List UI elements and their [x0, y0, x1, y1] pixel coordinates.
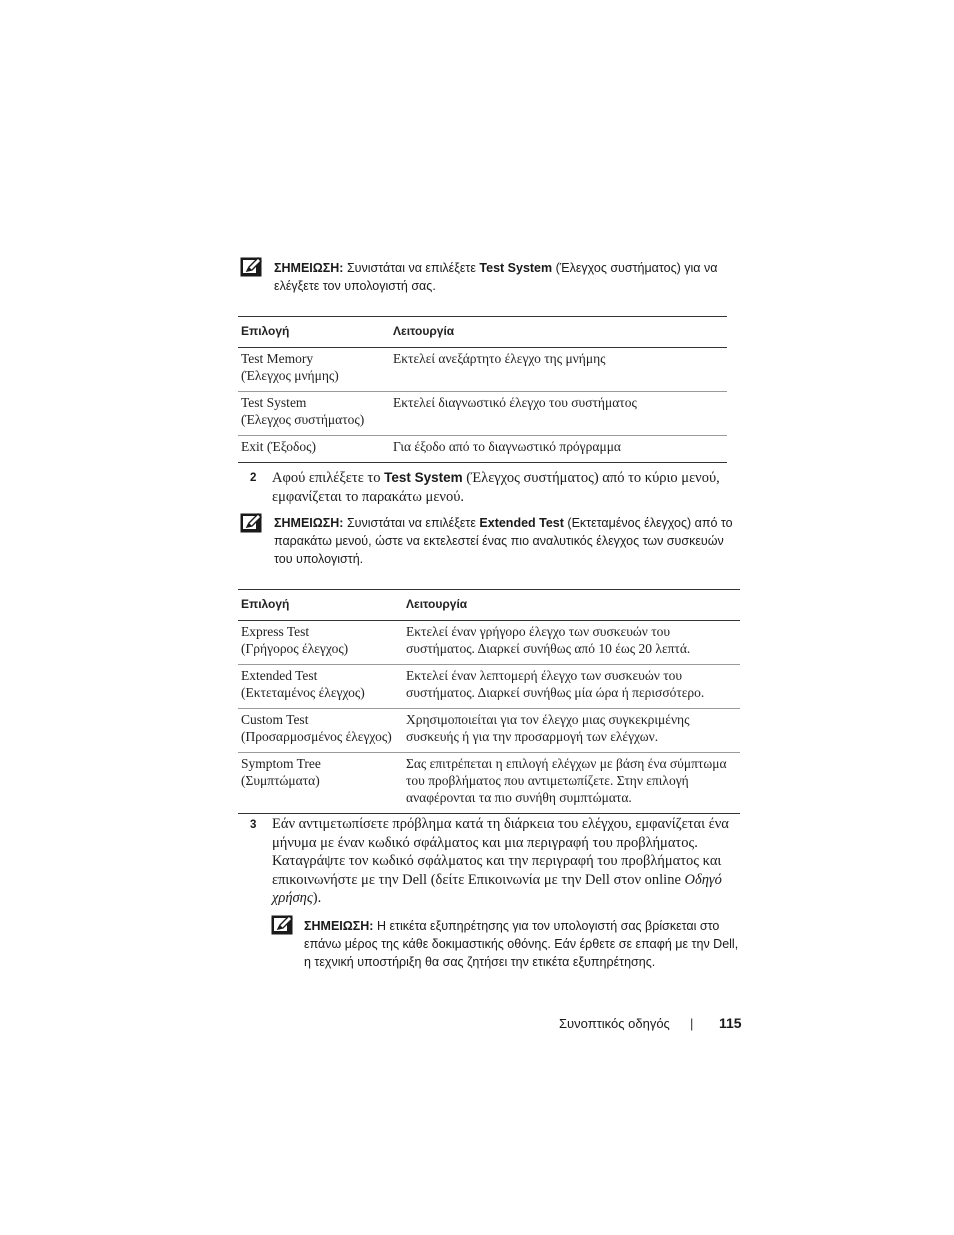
function-cell: Εκτελεί ανεξάρτητο έλεγχο της μνήμης [390, 348, 727, 392]
table-row [238, 709, 740, 753]
option-name: Test System [241, 395, 307, 410]
note-text: Συνιστάται να επιλέξετε [346, 261, 476, 275]
step-text: Αφού επιλέξετε το [272, 470, 381, 486]
note-icon-1 [240, 257, 262, 282]
option-name: Extended Test [241, 668, 318, 683]
table-row [238, 348, 727, 392]
option-cell [238, 348, 390, 392]
option-cell: Exit (Έξοδος) [238, 436, 390, 463]
table-header-row [238, 590, 740, 621]
note-1 [274, 259, 742, 295]
pencil-note-icon [271, 915, 293, 935]
note-strong: Test System [479, 261, 553, 275]
table-row [238, 665, 740, 709]
option-subname: (Εκτεταμένος έλεγχος) [241, 685, 365, 700]
note-3 [304, 917, 742, 971]
option-subname: (Έλεγχος συστήματος) [241, 412, 365, 427]
note-text: Η ετικέτα εξυπηρέτησης για τον υπολογιστή σας βρίσκεται στο επάνω μέρος της κάθε δοκιμαστικής οθόνης. Εάν έρθετε σε επαφή με την Dell, η τεχνική υποστήριξη θα σας ζητήσει την ετικέτα εξυπηρέτησης. [304, 919, 739, 969]
table-row [238, 436, 727, 463]
step-strong: Test System [384, 470, 463, 485]
note-text: (Έλεγχος συστήματος) για να ελέγξετε τον υπολογιστή σας. [274, 261, 718, 293]
options-table-1 [238, 316, 727, 463]
function-cell: Εκτελεί έναν λεπτομερή έλεγχο των συσκευών του συστήματος. Διαρκεί συνήθως μία ώρα ή περισσότερο. [403, 665, 740, 709]
note-strong: Extended Test [479, 516, 564, 530]
note-label: ΣΗΜΕΙΩΣΗ: [304, 919, 374, 933]
option-subname: (Γρήγορος έλεγχος) [241, 641, 349, 656]
option-name: Custom Test [241, 712, 309, 727]
function-cell: Χρησιμοποιείται για τον έλεγχο μιας συγκεκριμένης συσκευής ή για την προσαρμογή των ελέγχων. [403, 709, 740, 753]
header-function: Λειτουργία [403, 590, 740, 621]
option-cell [238, 392, 390, 436]
note-text: (Εκτεταμένος έλεγχος) από το παρακάτω μενού, ώστε να εκτελεστεί ένας πιο αναλυτικός έλεγχος των συσκευών του υπολογιστή. [274, 516, 733, 566]
guide-title: Οδηγό χρήσης [272, 871, 722, 906]
step-number-3: 3 [250, 819, 257, 831]
function-cell: Για έξοδο από το διαγνωστικό πρόγραμμα [390, 436, 727, 463]
option-subname: (Συμπτώματα) [241, 773, 320, 788]
table-row [238, 392, 727, 436]
step-2-text [272, 469, 742, 506]
pencil-note-icon [240, 513, 262, 533]
options-table-2 [238, 589, 740, 814]
option-name: Symptom Tree [241, 756, 321, 771]
footer-separator: | [690, 1016, 694, 1031]
option-cell [238, 709, 403, 753]
page-number: 115 [719, 1015, 742, 1031]
option-name: Test Memory [241, 351, 314, 366]
table-row [238, 621, 740, 665]
table-row [238, 753, 740, 814]
header-option: Επιλογή [238, 317, 390, 348]
option-cell [238, 665, 403, 709]
table-header-row [238, 317, 727, 348]
footer-title: Συνοπτικός οδηγός [559, 1016, 670, 1031]
note-text: Συνιστάται να επιλέξετε [346, 516, 476, 530]
step-text: ). [312, 890, 322, 906]
pencil-note-icon [240, 257, 262, 277]
header-option: Επιλογή [238, 590, 403, 621]
option-subname: (Προσαρμοσμένος έλεγχος) [241, 729, 392, 744]
note-2 [274, 514, 742, 568]
note-label: ΣΗΜΕΙΩΣΗ: [274, 261, 344, 275]
step-text: Εάν αντιμετωπίσετε πρόβλημα κατά τη διάρκεια του ελέγχου, εμφανίζεται ένα μήνυμα με έναν κωδικό σφάλματος και μια περιγραφή του προβλήματος. Καταγράψτε τον κωδικό σφάλματος και την περιγραφή του προβλήματος και επικοινωνήστε με την Dell (δείτε Επικοινωνία με την Dell στον online [272, 816, 729, 888]
option-name: Express Test [241, 624, 310, 639]
step-text: (Έλεγχος συστήματος) από το κύριο μενού, εμφανίζεται το παρακάτω μενού. [272, 470, 720, 505]
header-function: Λειτουργία [390, 317, 727, 348]
option-cell [238, 753, 403, 814]
option-cell [238, 621, 403, 665]
note-label: ΣΗΜΕΙΩΣΗ: [274, 516, 344, 530]
note-icon-2 [240, 513, 262, 538]
option-subname: (Έλεγχος μνήμης) [241, 368, 339, 383]
note-icon-3 [271, 915, 293, 940]
function-cell: Σας επιτρέπεται η επιλογή ελέγχων με βάση ένα σύμπτωμα του προβλήματος που αντιμετωπίζετε. Στην επιλογή αναφέρονται τα πιο συνήθη συμπτώματα. [403, 753, 740, 814]
step-number-2: 2 [250, 472, 257, 484]
function-cell: Εκτελεί έναν γρήγορο έλεγχο των συσκευών του συστήματος. Διαρκεί συνήθως από 10 έως 20 λεπτά. [403, 621, 740, 665]
function-cell: Εκτελεί διαγνωστικό έλεγχο του συστήματος [390, 392, 727, 436]
step-3-text [272, 815, 742, 908]
